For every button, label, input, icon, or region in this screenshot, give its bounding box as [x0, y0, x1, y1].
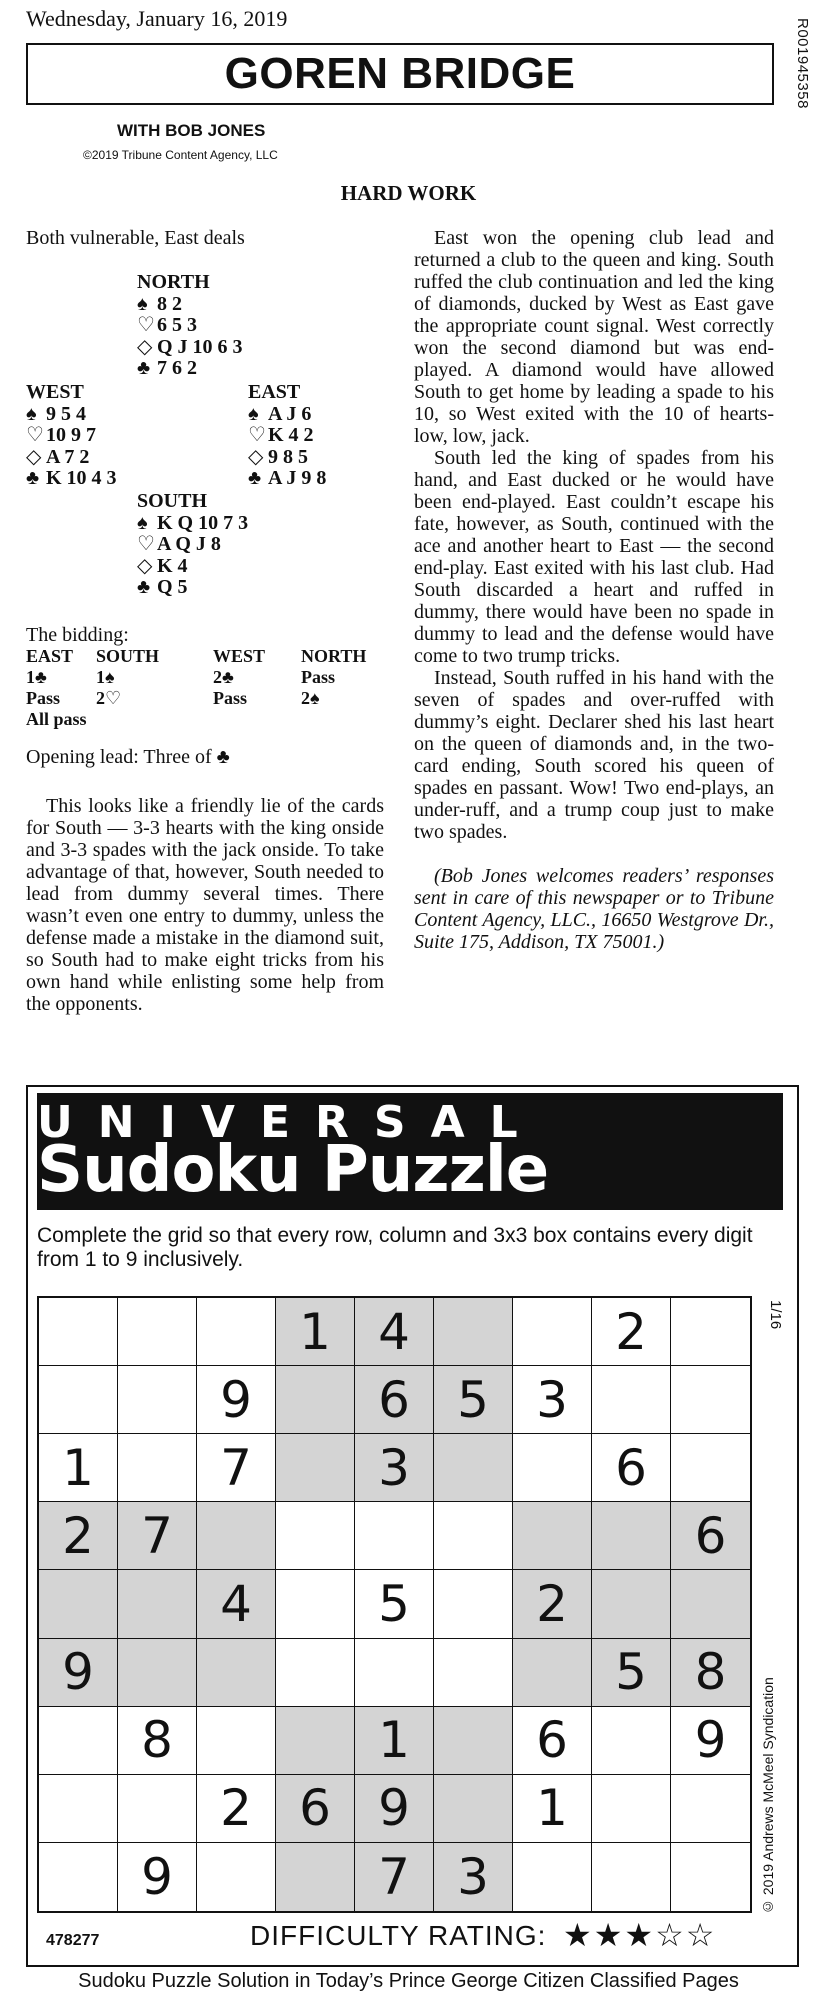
sudoku-cell[interactable]: 1	[355, 1707, 434, 1775]
hand-hearts: K 4 2	[268, 424, 314, 446]
sudoku-cell[interactable]: 3	[513, 1366, 592, 1434]
bidding-header: EAST	[26, 646, 74, 666]
article-headline: HARD WORK	[340, 181, 477, 205]
sudoku-cell[interactable]	[39, 1298, 118, 1366]
sudoku-cell[interactable]	[276, 1502, 355, 1570]
hand-spades: K Q 10 7 3	[157, 511, 249, 534]
sudoku-cell[interactable]	[276, 1639, 355, 1707]
sudoku-cell[interactable]	[434, 1775, 513, 1843]
sudoku-cell[interactable]	[513, 1843, 592, 1911]
sudoku-cell[interactable]	[39, 1707, 118, 1775]
column-title: GOREN BRIDGE	[26, 43, 774, 105]
club-icon: ♣	[137, 357, 151, 379]
sudoku-cell[interactable]	[118, 1434, 197, 1502]
bidding-row	[26, 709, 391, 730]
bid	[213, 709, 301, 730]
bid: 2♡	[96, 688, 122, 708]
filled-star-icon: ★	[624, 1916, 656, 1954]
spade-icon: ♠	[137, 511, 148, 534]
empty-star-icon: ☆	[655, 1916, 686, 1954]
heart-icon: ♡	[137, 533, 155, 555]
hand-east	[248, 382, 326, 490]
club-icon: ♣	[248, 467, 262, 489]
sudoku-cell[interactable]	[197, 1502, 276, 1570]
sudoku-cell[interactable]	[276, 1570, 355, 1638]
filled-star-icon: ★	[563, 1916, 594, 1954]
sudoku-cell[interactable]	[592, 1366, 671, 1434]
sudoku-cell[interactable]	[197, 1639, 276, 1707]
bidding-header: WEST	[213, 646, 266, 666]
sudoku-cell[interactable]: 8	[671, 1639, 750, 1707]
bid: Pass	[301, 667, 336, 687]
hand-hearts: 6 5 3	[157, 314, 197, 336]
sudoku-cell[interactable]: 7	[197, 1434, 276, 1502]
hand-spades: 9 5 4	[46, 402, 86, 425]
bidding-header: NORTH	[301, 646, 367, 666]
hand-label: EAST	[248, 381, 301, 403]
sudoku-cell[interactable]: 4	[355, 1298, 434, 1366]
sudoku-cell[interactable]	[118, 1639, 197, 1707]
sudoku-cell[interactable]: 9	[118, 1843, 197, 1911]
sudoku-cell[interactable]	[197, 1298, 276, 1366]
sudoku-cell[interactable]: 1	[39, 1434, 118, 1502]
sudoku-cell[interactable]	[434, 1707, 513, 1775]
sudoku-cell[interactable]	[39, 1366, 118, 1434]
sudoku-cell[interactable]	[276, 1707, 355, 1775]
sudoku-cell[interactable]	[671, 1775, 750, 1843]
sudoku-cell[interactable]	[671, 1570, 750, 1638]
sudoku-cell[interactable]: 2	[592, 1298, 671, 1366]
sudoku-cell[interactable]: 5	[434, 1366, 513, 1434]
sudoku-banner	[37, 1093, 783, 1210]
hand-spades: 8 2	[157, 292, 182, 315]
sudoku-cell[interactable]	[592, 1570, 671, 1638]
sudoku-cell[interactable]	[671, 1843, 750, 1911]
hand-north	[137, 272, 243, 380]
footer-note: Sudoku Puzzle Solution in Today’s Prince George Citizen Classified Pages	[78, 1970, 739, 1992]
sudoku-cell[interactable]	[671, 1298, 750, 1366]
sudoku-cell[interactable]: 6	[592, 1434, 671, 1502]
sudoku-cell[interactable]: 7	[355, 1843, 434, 1911]
bidding-row	[26, 667, 391, 688]
hand-west	[26, 382, 117, 490]
diamond-icon: ◇	[137, 335, 153, 358]
sudoku-cell[interactable]: 6	[671, 1502, 750, 1570]
bid: 2♣	[213, 667, 234, 687]
hand-hearts: 10 9 7	[46, 424, 96, 446]
sudoku-cell[interactable]	[671, 1434, 750, 1502]
sudoku-cell[interactable]: 5	[355, 1570, 434, 1638]
hand-spades: A J 6	[268, 402, 312, 425]
sudoku-cell[interactable]	[276, 1366, 355, 1434]
copyright: ©2019 Tribune Content Agency, LLC	[83, 148, 278, 162]
sudoku-cell[interactable]	[118, 1775, 197, 1843]
vulnerability-line: Both vulnerable, East deals	[26, 227, 245, 249]
sudoku-cell[interactable]: 9	[355, 1775, 434, 1843]
sudoku-cell[interactable]: 2	[39, 1502, 118, 1570]
sudoku-cell[interactable]	[592, 1775, 671, 1843]
hand-diamonds: K 4	[157, 554, 188, 577]
diamond-icon: ◇	[137, 554, 153, 577]
bidding-header: SOUTH	[96, 646, 160, 666]
sudoku-cell[interactable]	[118, 1570, 197, 1638]
sudoku-cell[interactable]: 9	[197, 1366, 276, 1434]
diamond-icon: ◇	[248, 445, 264, 468]
sudoku-grid[interactable]	[37, 1296, 752, 1913]
club-icon: ♣	[26, 467, 40, 489]
bid: Pass	[213, 688, 248, 708]
bid: 1♠	[96, 667, 115, 687]
spade-icon: ♠	[137, 292, 148, 315]
sudoku-cell[interactable]	[592, 1502, 671, 1570]
sudoku-cell[interactable]: 2	[513, 1570, 592, 1638]
sudoku-cell[interactable]	[197, 1843, 276, 1911]
sudoku-cell[interactable]: 6	[276, 1775, 355, 1843]
article-paragraph: This looks like a friendly lie of the cards for South — 3-3 hearts with the king onside and 3-3 spades with the jack onside. To take advantage of that, however, South needed to lead from dummy several times. There wasn’t even one entry to dummy, unless the defense made a mistake in the diamond suit, so South had to make eight tricks from his own hand while enlisting some help from the opponents.	[26, 795, 384, 1015]
sudoku-cell[interactable]: 7	[118, 1502, 197, 1570]
hand-diamonds: 9 8 5	[268, 445, 308, 468]
sudoku-cell[interactable]	[276, 1434, 355, 1502]
sudoku-cell[interactable]	[39, 1843, 118, 1911]
sudoku-cell[interactable]	[513, 1502, 592, 1570]
sudoku-cell[interactable]	[39, 1570, 118, 1638]
hand-clubs: A J 9 8	[268, 467, 327, 489]
sudoku-cell[interactable]	[513, 1639, 592, 1707]
spade-icon: ♠	[248, 402, 259, 425]
bidding-header-row	[26, 646, 391, 667]
bid	[301, 709, 391, 730]
sudoku-cell[interactable]	[592, 1843, 671, 1911]
bid: All pass	[26, 709, 87, 729]
bid: 2♠	[301, 688, 320, 708]
sudoku-cell[interactable]: 1	[513, 1775, 592, 1843]
hand-clubs: 7 6 2	[157, 357, 197, 379]
club-icon: ♣	[137, 576, 151, 598]
article-right-column	[414, 227, 774, 973]
hand-hearts: A Q J 8	[157, 533, 221, 555]
hand-clubs: Q 5	[157, 576, 188, 598]
sudoku-cell[interactable]	[39, 1775, 118, 1843]
sudoku-cell[interactable]	[118, 1366, 197, 1434]
sudoku-instructions: Complete the grid so that every row, column and 3x3 box contains every digit from 1 to 9 inclusively.	[37, 1224, 753, 1271]
empty-star-icon: ☆	[685, 1916, 717, 1954]
article-paragraph: East won the opening club lead and returned a club to the queen and king. South ruffed the club continuation and led the king of diamonds, ducked by West as East gave the appropriate count signal. West correctly won the second diamond but was end-played. A diamond would have allowed South to get home by leading a spade to his 10, so West exited with the 10 of hearts- low, low, jack.	[414, 227, 774, 447]
sudoku-cell[interactable]	[513, 1298, 592, 1366]
heart-icon: ♡	[248, 424, 266, 446]
sudoku-cell[interactable]	[355, 1502, 434, 1570]
hand-clubs: K 10 4 3	[46, 467, 117, 489]
byline: WITH BOB JONES	[117, 121, 266, 140]
puzzle-number: 478277	[46, 1932, 100, 1949]
hand-diamonds: Q J 10 6 3	[157, 335, 243, 358]
article-paragraph: South led the king of spades from his hand, and East ducked or he would have been end-played. East couldn’t escape his fate, however, as South, continued with the ace and another heart to East — the second end-play. East exited with his last club. Had South discarded a heart and ruffed in dummy, there would have been no spade in dummy to lead and the defense would have come to two trump tricks.	[414, 447, 774, 667]
sudoku-cell[interactable]	[355, 1639, 434, 1707]
sudoku-cell[interactable]	[276, 1843, 355, 1911]
sudoku-cell[interactable]	[513, 1434, 592, 1502]
publication-date: Wednesday, January 16, 2019	[26, 6, 288, 31]
difficulty-label: DIFFICULTY RATING:	[250, 1920, 547, 1951]
sudoku-cell[interactable]	[434, 1570, 513, 1638]
sudoku-cell[interactable]	[592, 1707, 671, 1775]
spade-icon: ♠	[26, 402, 37, 425]
sudoku-cell[interactable]: 4	[197, 1570, 276, 1638]
sudoku-cell[interactable]: 2	[197, 1775, 276, 1843]
sudoku-cell[interactable]: 8	[118, 1707, 197, 1775]
sudoku-cell[interactable]	[434, 1639, 513, 1707]
hand-south	[137, 491, 248, 599]
sudoku-cell[interactable]: 6	[355, 1366, 434, 1434]
sudoku-cell[interactable]: 3	[355, 1434, 434, 1502]
sudoku-cell[interactable]: 5	[592, 1639, 671, 1707]
sudoku-cell[interactable]: 9	[671, 1707, 750, 1775]
banner-brand: UNIVERSAL	[37, 1097, 543, 1148]
puzzle-date: 1/16	[767, 1300, 784, 1330]
sudoku-cell[interactable]	[434, 1434, 513, 1502]
sudoku-cell[interactable]: 3	[434, 1843, 513, 1911]
sudoku-cell[interactable]	[118, 1298, 197, 1366]
sudoku-cell[interactable]: 9	[39, 1639, 118, 1707]
sudoku-cell[interactable]	[197, 1707, 276, 1775]
opening-lead: Opening lead: Three of ♣	[26, 746, 230, 768]
sudoku-cell[interactable]	[434, 1502, 513, 1570]
puzzle-credit: © 2019 Andrews McMeel Syndication	[760, 1677, 776, 1915]
heart-icon: ♡	[137, 314, 155, 336]
hand-label: NORTH	[137, 271, 210, 293]
bid: 1♣	[26, 667, 47, 687]
sudoku-cell[interactable]	[671, 1366, 750, 1434]
article-paragraph: Instead, South ruffed in his hand with the seven of spades and over-ruffed with dummy’s eight. Declarer shed his last heart on the queen of diamonds and, in the two-card ending, South scored his queen of spades en passant. Wow! Two end-plays, an under-ruff, and a trump coup just to make two spades.	[414, 667, 774, 843]
bidding-label: The bidding:	[26, 624, 129, 646]
bid: Pass	[26, 688, 61, 708]
side-code: R001945358	[794, 18, 811, 109]
filled-star-icon: ★	[593, 1916, 625, 1954]
bidding-row	[26, 688, 391, 709]
hand-diamonds: A 7 2	[46, 445, 90, 468]
heart-icon: ♡	[26, 424, 44, 446]
bidding-table	[26, 646, 391, 730]
hand-label: SOUTH	[137, 490, 208, 512]
hand-label: WEST	[26, 381, 84, 403]
diamond-icon: ◇	[26, 445, 42, 468]
sudoku-cell[interactable]	[434, 1298, 513, 1366]
banner-title: Sudoku Puzzle	[37, 1133, 549, 1207]
difficulty-stars	[563, 1916, 716, 1954]
sudoku-cell[interactable]: 6	[513, 1707, 592, 1775]
sudoku-cell[interactable]: 1	[276, 1298, 355, 1366]
author-note: (Bob Jones welcomes readers’ responses sent in care of this newspaper or to Tribune Content Agency, LLC., 16650 Westgrove Dr., Suite 175, Addison, TX 75001.)	[414, 865, 774, 953]
